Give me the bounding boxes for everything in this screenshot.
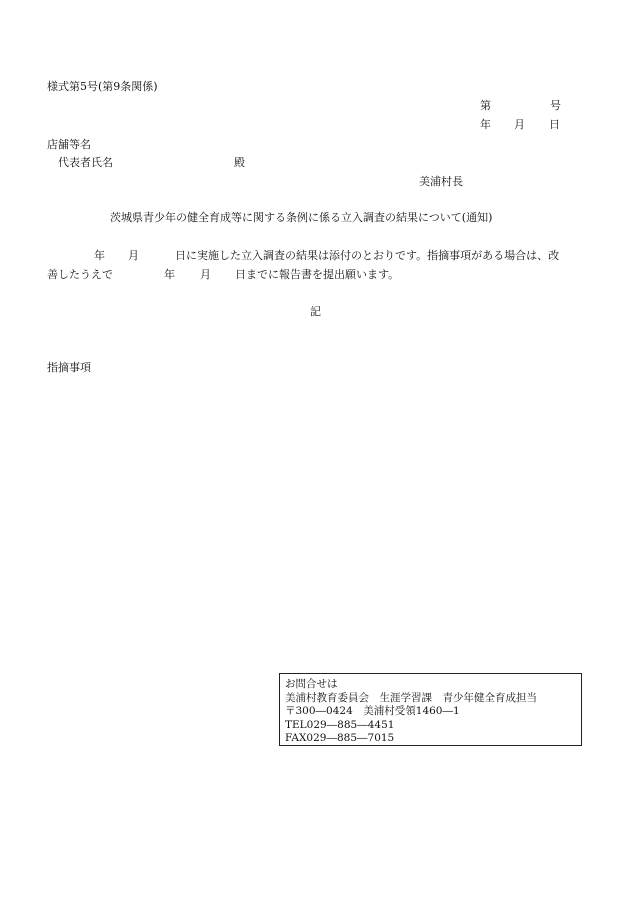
body-line1: 日に実施した立入調査の結果は添付のとおりです。指摘事項がある場合は、改 (175, 249, 560, 262)
contact-fax: FAX029―885―7015 (285, 732, 395, 744)
representative-label: 代表者氏名 (58, 156, 113, 169)
body-line2-year: 年 (164, 268, 175, 281)
number-suffix: 号 (550, 99, 561, 112)
findings-label: 指摘事項 (47, 361, 91, 374)
number-prefix: 第 (480, 99, 491, 112)
body-month: 月 (128, 249, 139, 262)
date-year: 年 (480, 118, 491, 131)
body-line2-text: 日までに報告書を提出願います。 (235, 268, 400, 281)
issuer: 美浦村長 (419, 175, 463, 188)
document-title: 茨城県青少年の健全育成等に関する条例に係る立入調査の結果について(通知) (110, 211, 493, 224)
contact-tel: TEL029―885―4451 (285, 718, 395, 731)
contact-heading: お問合せは (285, 678, 338, 690)
date-month: 月 (514, 118, 525, 131)
contact-department: 美浦村教育委員会 生涯学習課 青少年健全育成担当 (285, 691, 537, 704)
honorific: 殿 (234, 156, 245, 169)
body-line2-month: 月 (200, 268, 211, 281)
body-line2-prefix: 善したうえで (47, 268, 113, 281)
contact-address: 〒300―0424 美浦村受領1460―1 (285, 705, 460, 717)
form-label: 様式第5号(第9条関係) (47, 80, 158, 93)
body-year: 年 (94, 249, 105, 262)
date-day: 日 (549, 118, 560, 131)
store-name-label: 店舗等名 (47, 138, 91, 151)
ki-heading: 記 (310, 305, 321, 318)
contact-box (279, 673, 582, 746)
